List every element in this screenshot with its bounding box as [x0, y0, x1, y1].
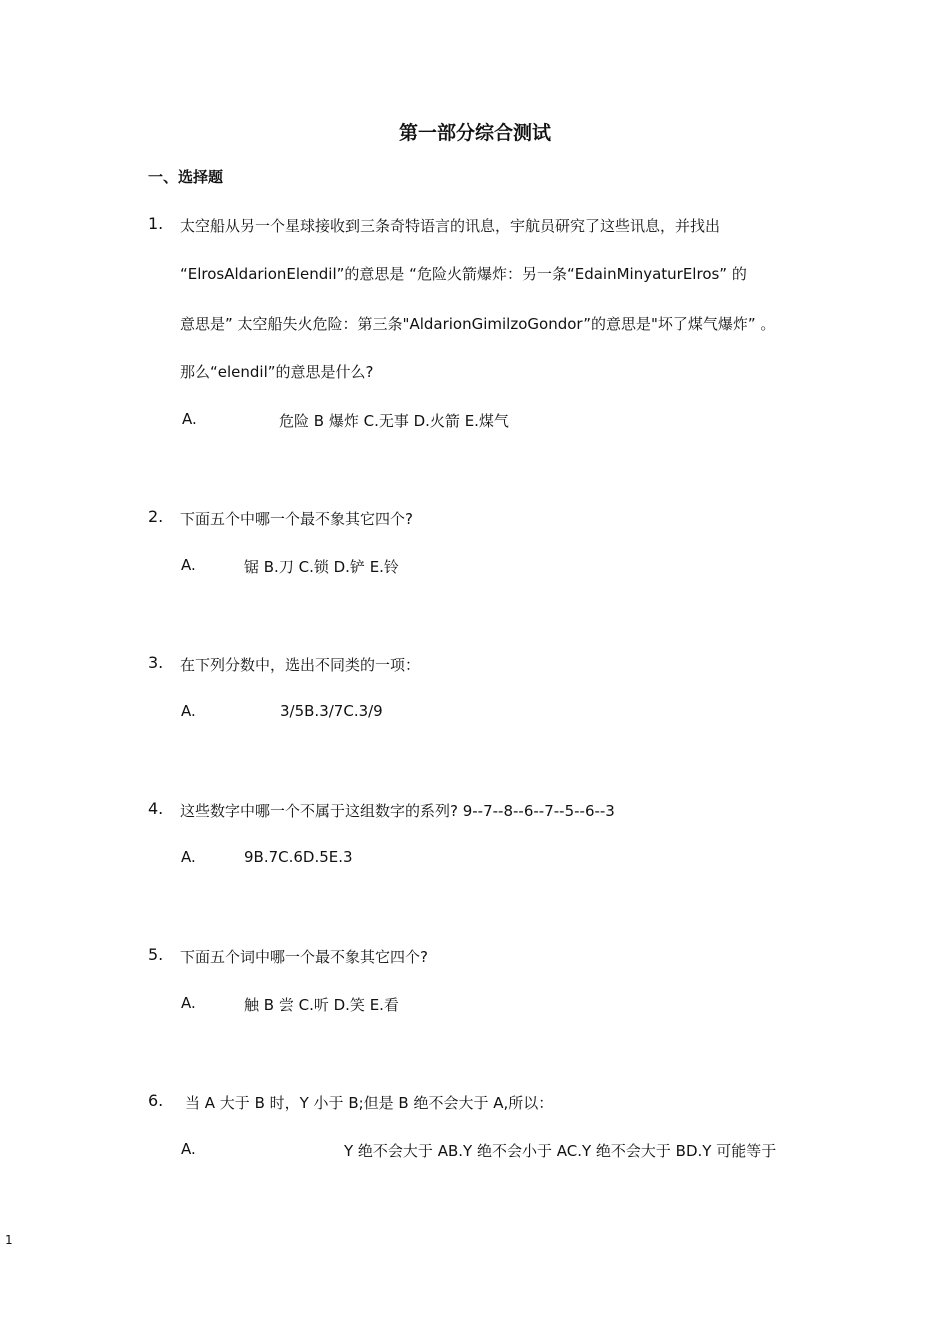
- option-text: 危险 B 爆炸 C.无事 D.火箭 E.煤气: [279, 412, 509, 430]
- option-label: A.: [181, 702, 196, 720]
- question-number: 5.: [148, 945, 164, 964]
- question-text-line: 在下列分数中，选出不同类的一项：: [180, 656, 421, 674]
- question-number: 2.: [148, 507, 164, 526]
- question-number: 6.: [148, 1091, 164, 1110]
- question-text-line: 那么“elendil”的意思是什么?: [180, 363, 374, 381]
- option-text: 9B.7C.6D.5E.3: [244, 848, 353, 866]
- question-text-line: 意思是” 太空船失火危险：第三条"AldarionGimilzoGondor”的意思是"坏了煤气爆炸” 。: [180, 315, 776, 333]
- option-label: A.: [181, 994, 196, 1012]
- question-text-line: 太空船从另一个星球接收到三条奇特语言的讯息，宇航员研究了这些讯息，并找出: [180, 217, 721, 235]
- question-number: 4.: [148, 799, 164, 818]
- question-text-line: 下面五个中哪一个最不象其它四个?: [180, 510, 413, 528]
- option-text: 3/5B.3/7C.3/9: [280, 702, 383, 720]
- question-text-line: “ElrosAldarionElendil”的意思是 “危险火箭爆炸：另一条“EdainMinyaturElros” 的: [180, 265, 747, 283]
- option-label: A.: [182, 410, 197, 428]
- question-text-line: 下面五个词中哪一个最不象其它四个?: [180, 948, 428, 966]
- section-heading: 一、选择题: [148, 168, 224, 186]
- question-text-line: 当 A 大于 B 时，Y 小于 B;但是 B 绝不会大于 A,所以：: [185, 1094, 554, 1112]
- option-text: 锯 B.刀 C.锁 D.铲 E.铃: [244, 558, 399, 576]
- option-label: A.: [181, 848, 196, 866]
- question-number: 3.: [148, 653, 164, 672]
- option-text: Y 绝不会大于 AB.Y 绝不会小于 AC.Y 绝不会大于 BD.Y 可能等于: [344, 1142, 777, 1160]
- question-number: 1.: [148, 214, 164, 233]
- page-title: 第一部分综合测试: [398, 122, 551, 144]
- option-label: A.: [181, 1140, 196, 1158]
- page-number: 1: [5, 1233, 13, 1247]
- option-text: 触 B 尝 C.听 D.笑 E.看: [244, 996, 399, 1014]
- question-text-line: 这些数字中哪一个不属于这组数字的系列? 9--7--8--6--7--5--6--3: [180, 802, 615, 820]
- option-label: A.: [181, 556, 196, 574]
